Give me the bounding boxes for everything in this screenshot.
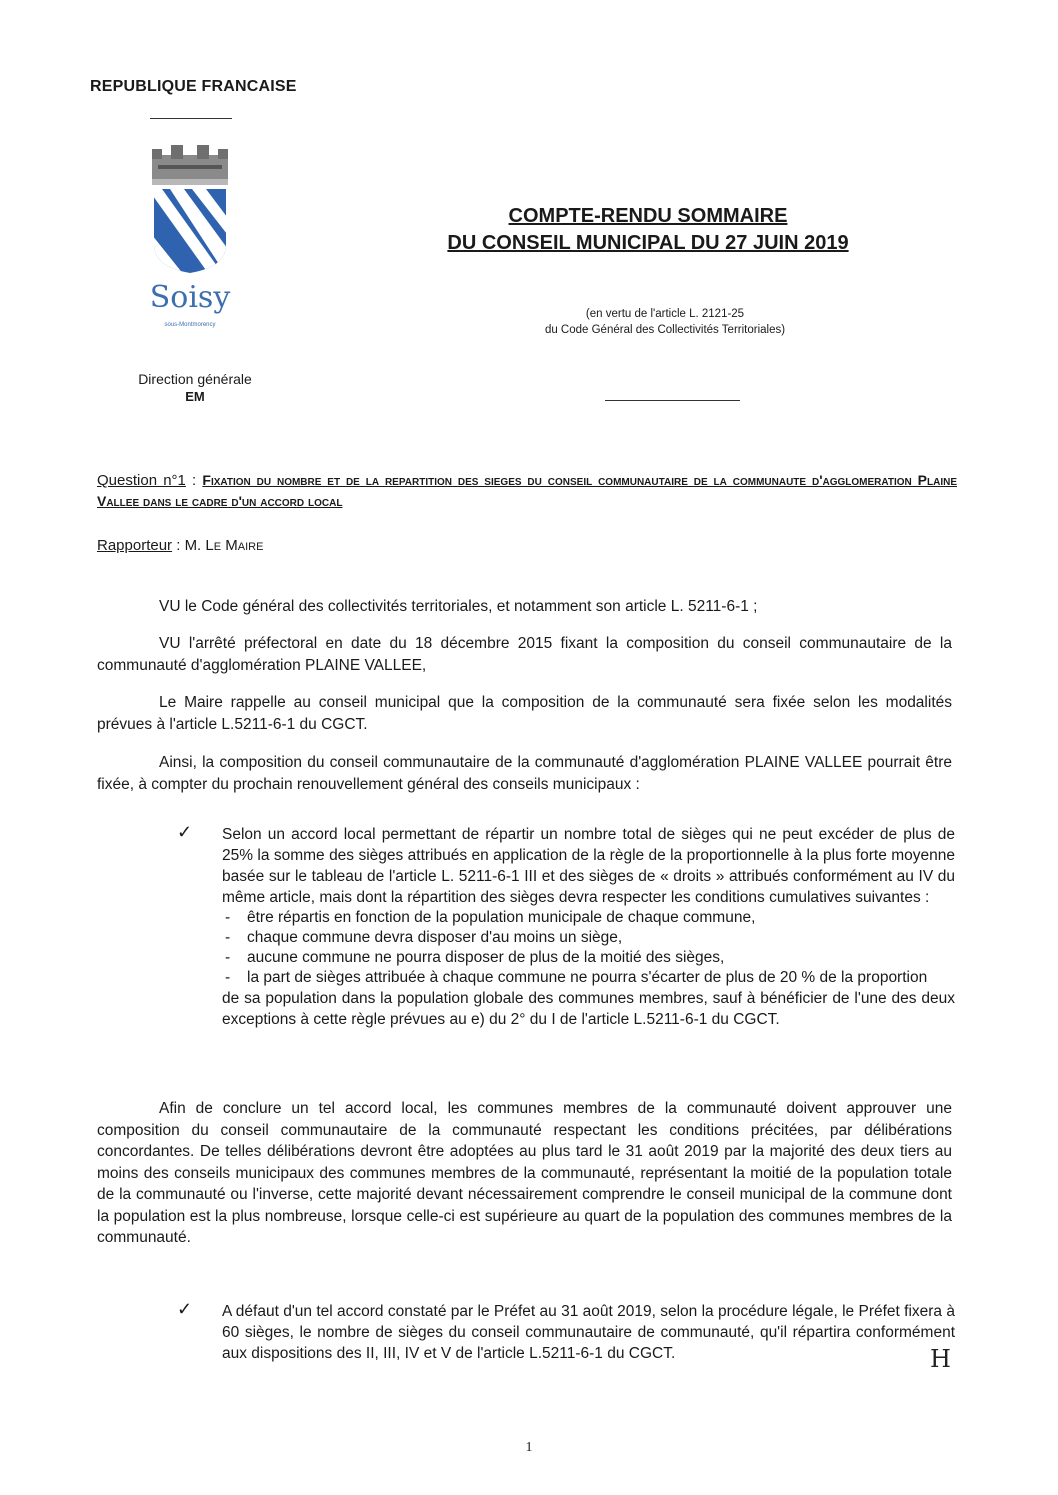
paragraph-vu-arrete: VU l'arrêté préfectoral en date du 18 décembre 2015 fixant la composition du conseil communautaire de la communauté d'agglomération PLAINE VALLEE,: [97, 635, 952, 674]
page-number: 1: [525, 1440, 533, 1455]
direction-code: EM: [185, 389, 205, 404]
condition-item: - être répartis en fonction de la population municipale de chaque commune,: [225, 908, 955, 928]
legal-citation: [505, 306, 825, 338]
bullet-defaut-text: A défaut d'un tel accord constaté par le Préfet au 31 août 2019, selon la procédure légale, le Préfet fixera à 60 sièges, le nombre de sièges du conseil communautaire de communauté, qu'il répartira conformément aux dispositions des II, III, IV et V de l'article L.5211-6-1 du CGCT.: [222, 1303, 955, 1362]
direction-block: [100, 370, 290, 406]
rapporteur-line: [97, 537, 263, 554]
question-text: Fixation du nombre et de la repartition des sieges du conseil communautaire de la communaute d'agglomeration Plaine Vallee dans le cadre d'un accord local: [97, 472, 957, 509]
paragraph-vu-code: VU le Code général des collectivités territoriales, et notamment son article L. 5211-6-1 ;: [159, 598, 758, 615]
question-label: Question n°1: [97, 472, 186, 489]
bullet-accord-local: [177, 822, 955, 1030]
condition-item: - aucune commune ne pourra disposer de plus de la moitié des sièges,: [225, 948, 955, 968]
paragraph-ainsi: Ainsi, la composition du conseil communautaire de la communauté d'agglomération PLAINE VALLEE pourrait être fixée, à compter du prochain renouvellement général des conseils municipaux :: [97, 754, 952, 793]
paragraph-afin-de-conclure: Afin de conclure un tel accord local, les communes membres de la communauté doivent approuver une composition du conseil communautaire de la communauté respectant les conditions précitées, par délibérations concordantes. De telles délibérations devront être adoptées au plus tard le 31 août 2019 par la majorité des deux tiers au moins des conseils municipaux des communes membres de la communauté, représentant la moitié de la population totale de la communauté ou l'inverse, cette majorité devant nécessairement comprendre le conseil municipal de la commune dont la population est la plus nombreuse, lorsque celle-ci est supérieure au quart de la population des communes membres de la communauté.: [97, 1100, 952, 1246]
soisy-logo: [138, 145, 242, 345]
question-separator: :: [185, 472, 203, 489]
conditions-list: [225, 908, 955, 988]
rapporteur-separator: :: [172, 537, 185, 554]
checkmark-icon: ✓: [177, 822, 193, 842]
title-line-2: DU CONSEIL MUNICIPAL DU 27 JUIN 2019: [447, 232, 849, 254]
bullet-a-defaut: [177, 1299, 955, 1364]
checkmark-icon: ✓: [177, 1299, 193, 1319]
coat-of-arms-icon: [138, 145, 242, 275]
document-title: [430, 203, 866, 257]
citation-line-2: du Code Général des Collectivités Territoriales): [544, 324, 786, 336]
condition-continuation: de sa population dans la population globale des communes membres, sauf à bénéficier de l'une des deux exceptions à cette règle prévues au e) du 2° du I de l'article L.5211-6-1 du CGCT.: [222, 990, 955, 1028]
title-line-1: COMPTE-RENDU SOMMAIRE: [508, 205, 788, 227]
rapporteur-name: M. Le Maire: [184, 537, 264, 554]
logo-subtitle: sous-Montmorency: [164, 322, 216, 328]
header-divider: [150, 118, 232, 119]
direction-label: Direction générale: [138, 371, 252, 387]
bullet-accord-text: Selon un accord local permettant de répartir un nombre total de sièges qui ne peut excéder de plus de 25% la somme des sièges attribués en application de la règle de la proportionnelle à la plus forte moyenne basée sur le tableau de l'article L. 5211-6-1 III et des sièges de « droits » attribués conformément au IV du même article, mais dont la répartition des sièges devra respecter les conditions cumulatives suivantes :: [222, 826, 955, 906]
citation-line-1: (en vertu de l'article L. 2121-25: [585, 308, 745, 320]
paragraph-maire-rappelle: Le Maire rappelle au conseil municipal que la composition de la communauté sera fixée selon les modalités prévues à l'article L.5211-6-1 du CGCT.: [97, 694, 952, 733]
rapporteur-label: Rapporteur: [97, 537, 173, 554]
question-heading: [97, 470, 957, 512]
condition-item: - la part de sièges attribuée à chaque commune ne pourra s'écarter de plus de 20 % de la proportion: [225, 968, 955, 988]
title-divider: [605, 400, 740, 401]
logo-name: Soisy: [149, 280, 231, 315]
handwritten-initials: H: [930, 1345, 951, 1373]
republique-header: REPUBLIQUE FRANCAISE: [90, 78, 297, 95]
condition-item: - chaque commune devra disposer d'au moins un siège,: [225, 928, 955, 948]
